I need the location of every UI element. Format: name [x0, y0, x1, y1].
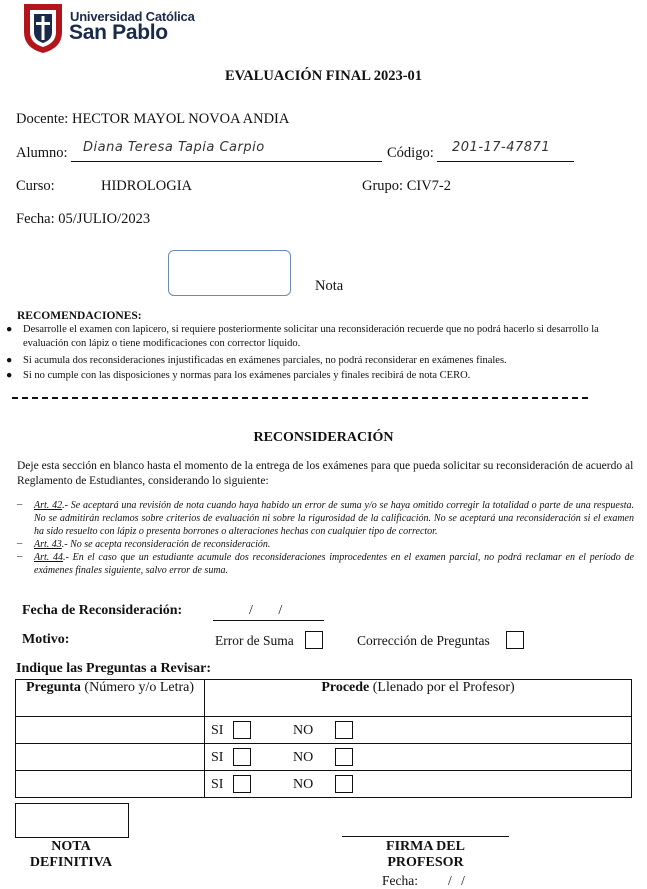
article-text: .- Se aceptará una revisión de nota cuando haya habido un error de suma y/o se haya omitido corregir la totalidad o parte de una respuesta. No se admitirán reclamos sobre criterios de evaluación ni sobre la rigurosidad de la calificación. No se aceptará una reconsideración si el examen ha sido resuelto con lápiz o presenta borrones o alteraciones hechas con cualquier tipo de corrector. [34, 500, 634, 537]
header-pregunta-rest: (Número y/o Letra) [80, 680, 195, 695]
dash-marker: – [17, 551, 23, 562]
codigo-field[interactable] [437, 140, 574, 162]
bullet-icon: ● [6, 355, 13, 366]
article-text: .- No se acepta reconsideración de reconsideración. [61, 539, 271, 550]
recommendation-item: Desarrolle el examen con lapicero, si requiere posteriormente solicitar una reconsideración recuerde que no podrá hacerlo si desarrollo la evaluación con lápiz o tiene modificaciones con corrector líquido. [23, 324, 599, 349]
article-ref: Art. 42 [34, 500, 63, 511]
article-42 [34, 499, 634, 538]
curso-value: HIDROLOGIA [101, 178, 193, 194]
codigo-handwritten-value: 201-17-47871 [452, 140, 551, 155]
no-checkbox[interactable] [335, 775, 353, 793]
nota-definitiva-box[interactable] [15, 803, 129, 838]
university-logo-icon [22, 2, 64, 54]
bullet-icon: ● [6, 370, 13, 381]
no-checkbox[interactable] [335, 748, 353, 766]
logo-text-san-pablo: San Pablo [69, 21, 168, 44]
table-row [16, 744, 632, 771]
table-header-row [16, 680, 632, 717]
reconsideration-title: RECONSIDERACIÓN [253, 430, 394, 445]
logo-text-university: Universidad Católica [70, 9, 195, 24]
codigo-label: Código: [387, 145, 434, 161]
docente-label: Docente: [16, 111, 69, 127]
no-label: NO [293, 723, 314, 738]
docente-value: HECTOR MAYOL NOVOA ANDIA [71, 111, 290, 127]
procede-cell [205, 717, 632, 744]
reconsideration-intro: Deje esta sección en blanco hasta el momento de la entrega de los exámenes para que pueda solicitar su reconsideración de acuerdo al Reglamento de Estudiantes, considerando lo siguiente: [17, 460, 634, 487]
si-label: SI [211, 750, 224, 765]
recommendation-item: Si acumula dos reconsideraciones injustificadas en exámenes parciales, no podrá reconsiderar en exámenes finales. [23, 355, 507, 366]
curso-label: Curso: [16, 178, 55, 194]
si-label: SI [211, 723, 224, 738]
article-text: .- En el caso que un estudiante acumule dos reconsideraciones improcedentes en el examen parcial, no podrá reclamar en el período de exámenes finales siguiente, salvo error de suma. [34, 552, 634, 576]
dash-marker: – [17, 499, 23, 510]
table-row [16, 771, 632, 798]
header-pregunta-bold: Pregunta [25, 680, 81, 695]
questions-table [15, 679, 632, 798]
pregunta-cell[interactable] [16, 744, 205, 771]
pregunta-cell[interactable] [16, 717, 205, 744]
correccion-preguntas-checkbox[interactable] [506, 631, 524, 649]
no-label: NO [293, 750, 314, 765]
indique-label: Indique las Preguntas a Revisar: [16, 661, 211, 676]
page-title: EVALUACIÓN FINAL 2023-01 [224, 68, 423, 84]
docente-line [16, 111, 289, 128]
article-ref: Art. 44 [34, 552, 64, 563]
alumno-label: Alumno: [16, 145, 68, 161]
cut-line-divider [12, 397, 588, 399]
recommendation-item: Si no cumple con las disposiciones y normas para los exámenes parciales y finales recibirá de nota CERO. [23, 370, 471, 381]
no-label: NO [293, 777, 314, 792]
procede-cell [205, 744, 632, 771]
article-43 [34, 538, 634, 551]
table-row [16, 717, 632, 744]
procede-cell [205, 771, 632, 798]
bullet-icon: ● [6, 324, 13, 335]
alumno-handwritten-value: Diana Teresa Tapia Carpio [83, 140, 265, 155]
fecha-slashes: / / [249, 603, 283, 618]
header-procede-bold: Procede [321, 680, 370, 695]
dash-marker: – [17, 538, 23, 549]
nota-line1: NOTA [51, 839, 91, 854]
motivo-label: Motivo: [22, 632, 70, 647]
header-procede-rest: (Llenado por el Profesor) [369, 680, 515, 695]
pregunta-cell[interactable] [16, 771, 205, 798]
firma-line2: PROFESOR [387, 855, 464, 870]
nota-box[interactable] [168, 250, 291, 296]
footer-fecha-label: Fecha: [382, 873, 418, 888]
nota-line2: DEFINITIVA [29, 855, 113, 870]
header-procede [205, 680, 632, 717]
fecha-reconsideracion-field[interactable] [213, 603, 324, 621]
firma-label [342, 839, 509, 871]
fecha-reconsideracion-label: Fecha de Reconsideración: [22, 603, 183, 618]
motivo-option-correccion: Corrección de Preguntas [357, 633, 490, 648]
si-label: SI [211, 777, 224, 792]
firma-line1: FIRMA DEL [386, 839, 465, 854]
article-ref: Art. 43 [34, 539, 62, 550]
fecha-text: Fecha: 05/JULIO/2023 [16, 211, 151, 227]
grupo-text: Grupo: CIV7-2 [362, 178, 452, 194]
recommendations-title: RECOMENDACIONES: [17, 310, 142, 322]
si-checkbox[interactable] [233, 748, 251, 766]
nota-label: Nota [315, 278, 344, 294]
nota-definitiva-label [15, 839, 127, 871]
si-checkbox[interactable] [233, 721, 251, 739]
header-pregunta [16, 680, 205, 717]
motivo-option-error-suma: Error de Suma [215, 633, 294, 648]
signature-line[interactable] [342, 836, 509, 837]
article-44 [34, 551, 634, 577]
alumno-field[interactable] [71, 140, 382, 162]
error-suma-checkbox[interactable] [305, 631, 323, 649]
si-checkbox[interactable] [233, 775, 251, 793]
footer-fecha-slashes: / / [448, 873, 465, 888]
no-checkbox[interactable] [335, 721, 353, 739]
